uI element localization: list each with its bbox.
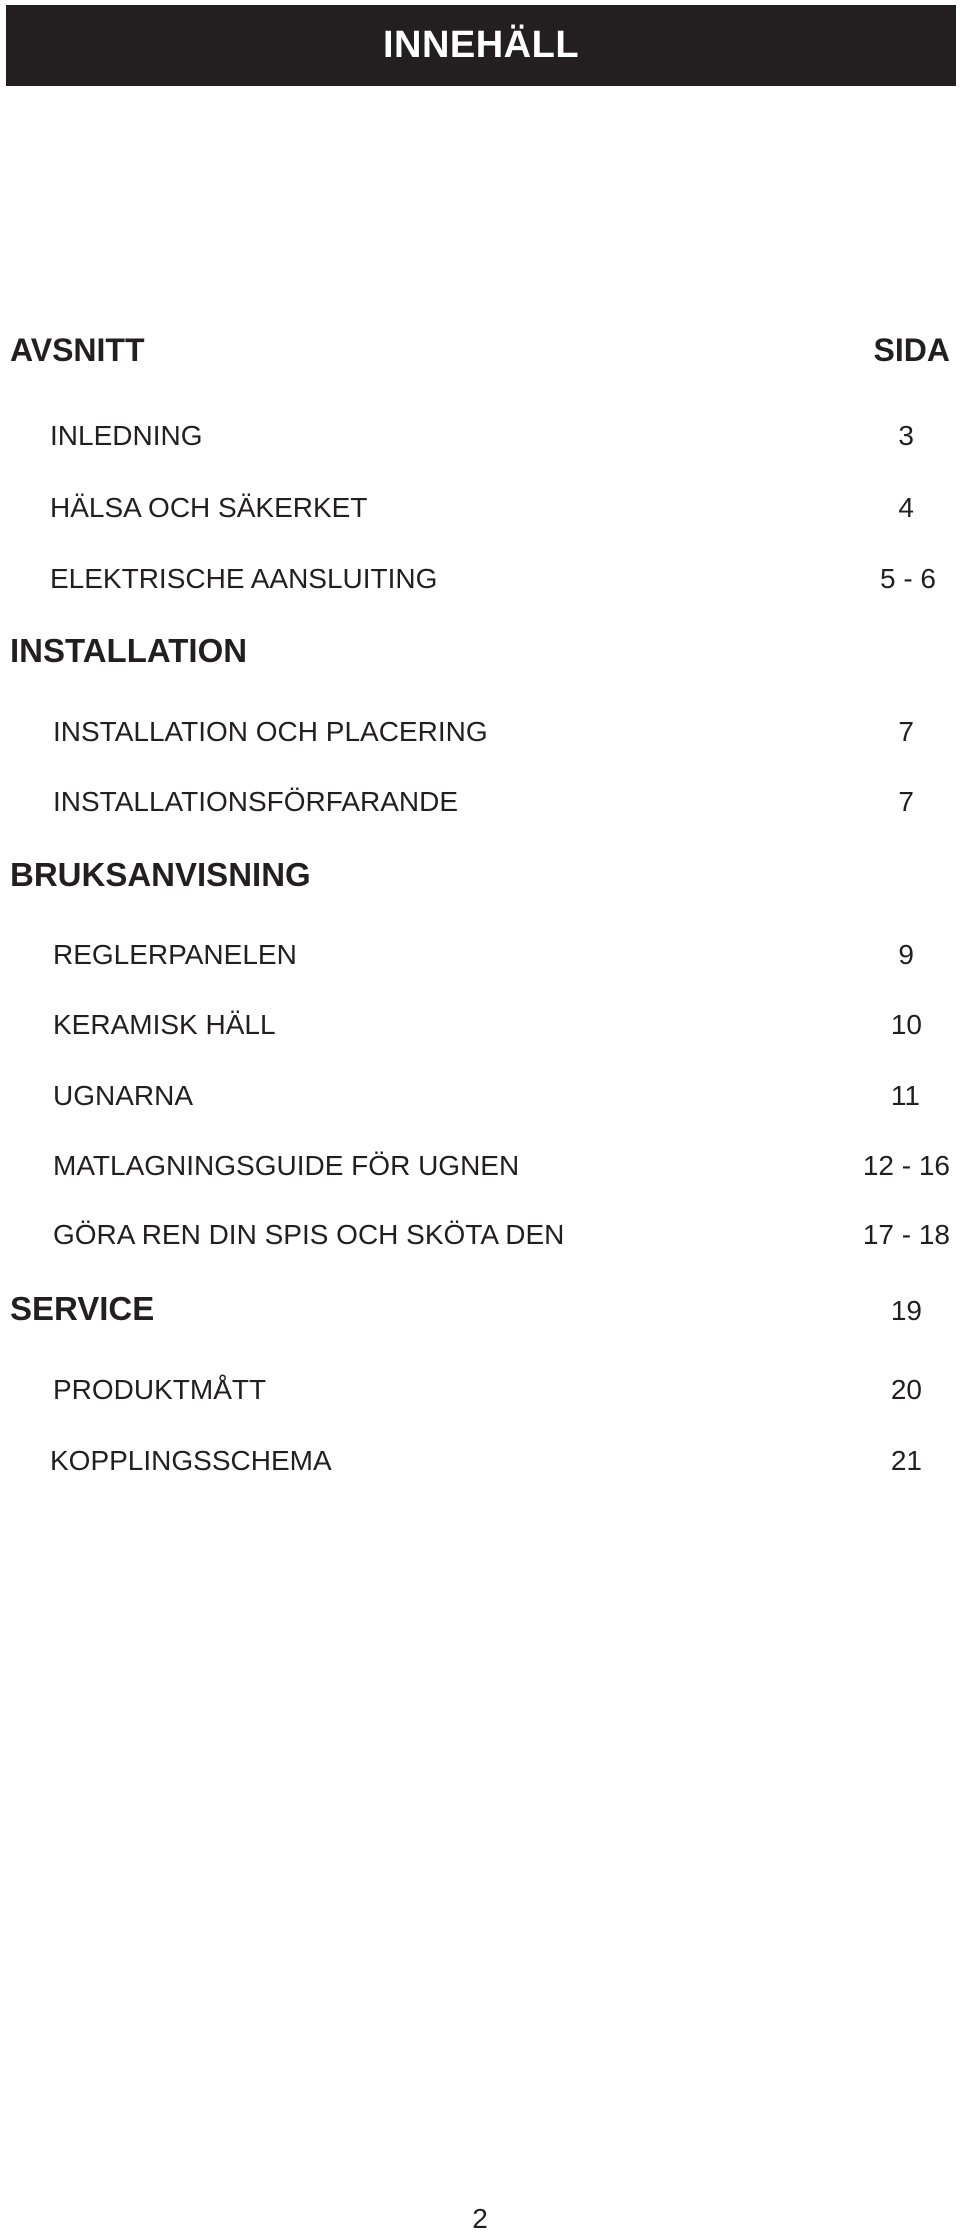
page-title: INNEHÄLL — [382, 24, 580, 66]
section-title-installation: INSTALLATION — [10, 632, 248, 669]
toc-entry-inledning: INLEDNING — [50, 420, 203, 451]
toc-page-inledning: 3 — [898, 420, 914, 451]
toc-entry-installation-placering: INSTALLATION OCH PLACERING — [53, 716, 488, 747]
toc-page-produktmatt: 20 — [890, 1374, 922, 1405]
toc-entry-ugnarna: UGNARNA — [53, 1080, 194, 1111]
toc-page-kopplingsschema: 21 — [890, 1445, 922, 1476]
toc-page-gora-ren: 17 - 18 — [862, 1219, 950, 1250]
toc-entry-installationsforfarande: INSTALLATIONSFÖRFARANDE — [53, 786, 459, 817]
section-title-service: SERVICE — [10, 1290, 155, 1327]
section-title-bruksanvisning: BRUKSANVISNING — [10, 856, 311, 893]
toc-entry-keramisk-hall: KERAMISK HÄLL — [53, 1009, 276, 1040]
toc-page-installationsforfarande: 7 — [898, 786, 914, 817]
toc-page-installation-placering: 7 — [898, 716, 914, 747]
toc-entry-reglerpanelen: REGLERPANELEN — [53, 939, 297, 970]
toc-entry-matlagningsguide: MATLAGNINGSGUIDE FÖR UGNEN — [53, 1150, 520, 1181]
toc-entry-kopplingsschema: KOPPLINGSSCHEMA — [50, 1445, 332, 1476]
toc-entry-produktmatt: PRODUKTMÅTT — [53, 1374, 267, 1405]
toc-page-matlagningsguide: 12 - 16 — [862, 1150, 950, 1181]
toc-page-reglerpanelen: 9 — [898, 939, 914, 970]
toc-page-keramisk-hall: 10 — [890, 1009, 922, 1040]
toc-page-elektrische: 5 - 6 — [879, 563, 936, 594]
title-bar — [6, 5, 956, 86]
section-column-header: AVSNITT — [10, 332, 145, 368]
page-column-header: SIDA — [873, 332, 950, 368]
toc-page-service: 19 — [890, 1295, 922, 1326]
toc-entry-halsa: HÄLSA OCH SÄKERKET — [50, 492, 368, 523]
toc-entry-elektrische: ELEKTRISCHE AANSLUITING — [50, 563, 438, 594]
page-number: 2 — [472, 2203, 488, 2234]
toc-page-halsa: 4 — [898, 492, 914, 523]
toc-page-ugnarna: 11 — [890, 1080, 920, 1111]
toc-entry-gora-ren: GÖRA REN DIN SPIS OCH SKÖTA DEN — [53, 1219, 565, 1250]
